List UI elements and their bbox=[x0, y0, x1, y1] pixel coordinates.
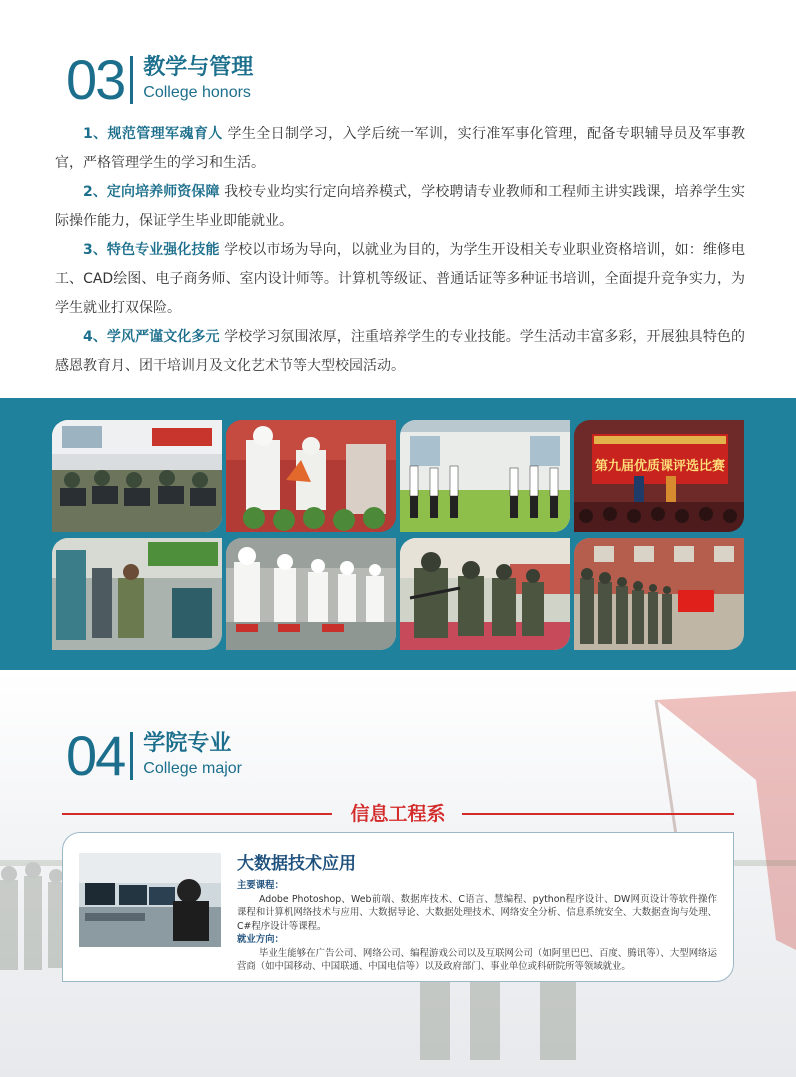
photo-military-training bbox=[400, 538, 570, 650]
section-divider-bar bbox=[130, 56, 133, 104]
photo-culinary-fruit-carving bbox=[226, 420, 396, 532]
section-number: 03 bbox=[66, 48, 125, 111]
paragraph-lead: 3、特色专业强化技能 bbox=[83, 242, 220, 258]
section-number: 04 bbox=[66, 724, 125, 787]
paragraph-text: 学校以市场为导向，以就业为目的，为学生开设相关专业职业资格培训，如：维修电工、CAD绘图、电子商务师、室内设计师等。计算机等级证、普通话证等多种证书培训，全面提升竞争实力，为学生就业打双保险。 bbox=[55, 242, 745, 316]
paragraph-lead: 1、规范管理军魂育人 bbox=[83, 126, 223, 142]
paragraph-text: 学生全日制学习，入学后统一军训，实行准军事化管理，配备专职辅导员及军事教官，严格管理学生的学习和生活。 bbox=[55, 126, 746, 171]
paragraph-lead: 2、定向培养师资保障 bbox=[83, 184, 220, 200]
competition-banner-text: 第九届优质课评选比赛 bbox=[594, 459, 726, 474]
photo-computer-lab bbox=[52, 420, 222, 532]
career-text: 毕业生能够在广告公司、网络公司、编程游戏公司以及互联网公司（如阿里巴巴、百度、腾讯等）、大型网络运营商（如中国移动、中国联通、中国电信等）以及政府部门、事业单位或科研院所等领域就业。 bbox=[237, 947, 717, 972]
major-title: 大数据技术应用 bbox=[237, 854, 356, 874]
courses-text: Adobe Photoshop、Web前端、数据库技术、C语言、慧编程、python程序设计、DW网页设计等软件操作课程和计算机网络技术与应用、大数据导论、大数据处理技术、网络安全分析、信息系统安全、大数据查询与处理、C#程序设计等课程。 bbox=[237, 893, 717, 932]
section-title-cn: 学院专业 bbox=[143, 731, 232, 756]
section-title-en: College honors bbox=[143, 84, 251, 101]
photo-workshop-machine bbox=[52, 538, 222, 650]
management-paragraphs bbox=[55, 120, 745, 381]
paragraph-4 bbox=[55, 323, 745, 381]
major-card bbox=[62, 832, 734, 982]
section-divider-bar bbox=[130, 732, 133, 780]
major-photo-computer-student bbox=[79, 853, 221, 947]
courses-label: 主要课程： bbox=[237, 880, 284, 891]
photo-gym-formation bbox=[400, 420, 570, 532]
major-description bbox=[237, 879, 717, 974]
department-divider bbox=[62, 800, 734, 828]
divider-line-right bbox=[462, 813, 734, 815]
paragraph-3 bbox=[55, 236, 745, 323]
department-title: 信息工程系 bbox=[350, 803, 446, 825]
photo-flag-ceremony bbox=[574, 538, 744, 650]
career-label: 就业方向： bbox=[237, 934, 284, 945]
paragraph-1 bbox=[55, 120, 745, 178]
paragraph-text: 我校专业均实行定向培养模式，学校聘请专业教师和工程师主讲实践课，培养学生实际操作能力，保证学生毕业即能就业。 bbox=[55, 184, 745, 229]
photo-chefs-cooking bbox=[226, 538, 396, 650]
paragraph-text: 学校学习氛围浓厚，注重培养学生的专业技能。学生活动丰富多彩，开展独具特色的感恩教育月、团干培训月及文化艺术节等大型校园活动。 bbox=[55, 329, 745, 374]
paragraph-lead: 4、学风严谨文化多元 bbox=[83, 329, 220, 345]
section-04-header bbox=[66, 724, 243, 787]
section-title-cn: 教学与管理 bbox=[143, 55, 254, 80]
photo-teaching-competition bbox=[574, 420, 744, 532]
photo-gallery-band bbox=[0, 398, 796, 670]
section-title-en: College major bbox=[143, 760, 243, 777]
paragraph-2 bbox=[55, 178, 745, 236]
section-03-header bbox=[66, 48, 254, 111]
